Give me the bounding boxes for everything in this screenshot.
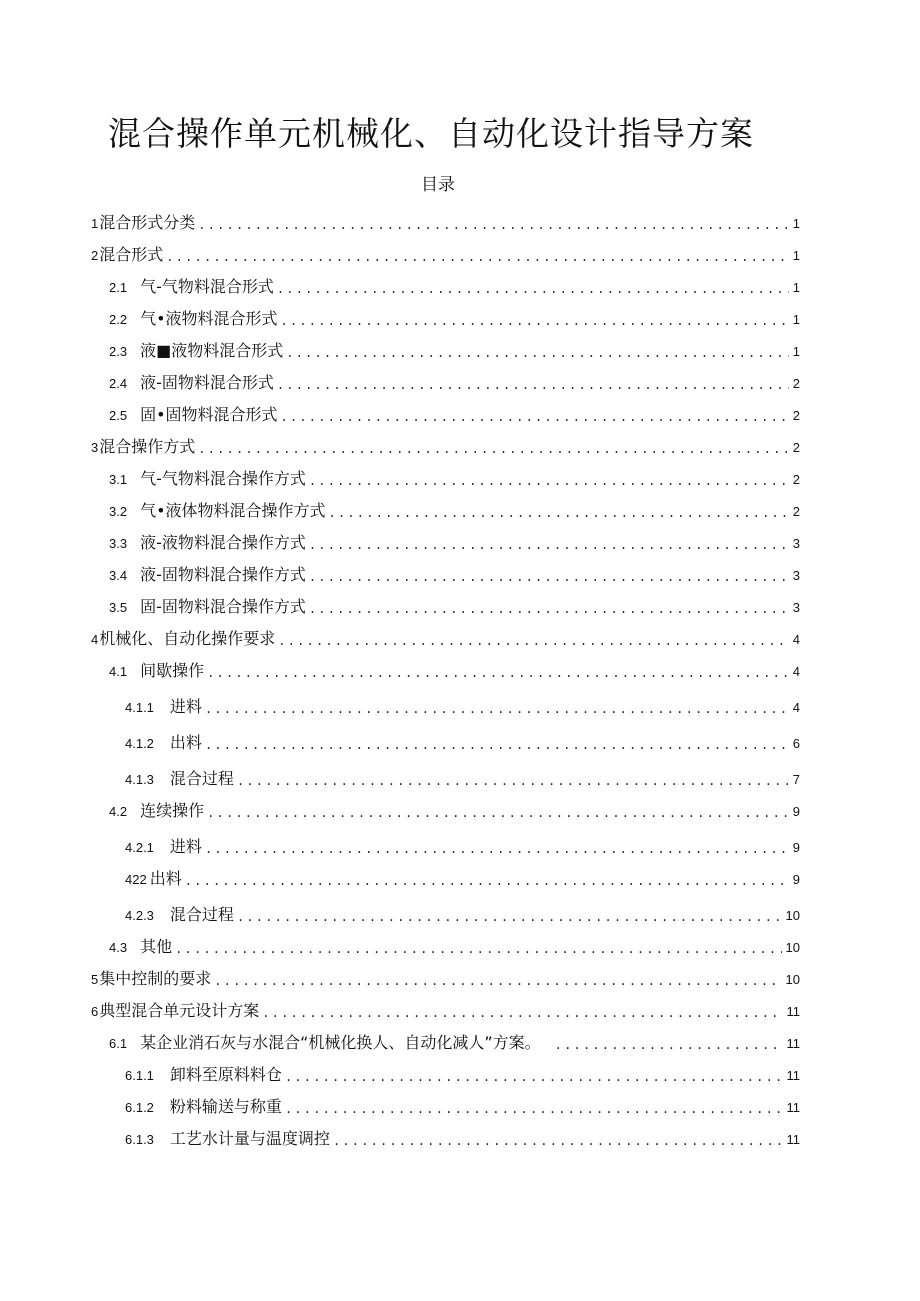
toc-entry-page: 2	[792, 472, 800, 487]
toc-entry-title: 出料	[149, 869, 182, 888]
toc-entry-title: 气•液体物料混合操作方式	[140, 501, 326, 520]
toc-dot-leader	[207, 804, 789, 822]
toc-entry-title: 气-气物料混合形式	[140, 277, 274, 296]
toc-entry-page: 2	[792, 440, 800, 455]
toc-entry-number: 2.1	[109, 280, 128, 295]
toc-entry-title: 进料	[169, 837, 202, 856]
toc-entry-page: 4	[792, 632, 800, 647]
toc-entry-page: 11	[786, 1004, 800, 1019]
toc-dot-leader	[185, 872, 789, 890]
toc-entry-number: 2.4	[109, 376, 128, 391]
toc-entry[interactable]	[91, 966, 800, 990]
toc-entry-title: 固-固物料混合操作方式	[140, 597, 306, 616]
toc-dot-leader	[205, 736, 789, 754]
toc-entry-page: 10	[785, 940, 800, 955]
toc-dot-leader	[277, 376, 789, 394]
toc-dot-leader	[285, 1100, 783, 1118]
toc-entry-number: 6.1	[109, 1036, 128, 1051]
toc-dot-leader	[166, 248, 789, 266]
toc-entry-page: 3	[792, 568, 800, 583]
toc-dot-leader	[207, 664, 789, 682]
toc-entry-title: 液-固物料混合操作方式	[140, 565, 306, 584]
toc-entry-number: 6.1.1	[125, 1068, 154, 1083]
toc-dot-leader	[286, 344, 789, 362]
toc-entry[interactable]	[91, 210, 800, 234]
toc-entry-page: 9	[792, 872, 800, 887]
toc-entry[interactable]	[125, 902, 800, 926]
toc-dot-leader	[309, 472, 789, 490]
toc-entry-number: 3.4	[109, 568, 128, 583]
toc-entry-page: 10	[785, 972, 800, 987]
toc-entry-page: 1	[792, 280, 800, 295]
toc-dot-leader	[237, 908, 782, 926]
toc-heading: 目录	[421, 175, 455, 195]
toc-entry-number: 2.5	[109, 408, 128, 423]
toc-entry[interactable]	[91, 242, 800, 266]
toc-entry[interactable]	[109, 530, 800, 554]
toc-entry-number: 3.5	[109, 600, 128, 615]
toc-entry-number: 4.1.1	[125, 700, 154, 715]
toc-entry-title: 出料	[169, 733, 202, 752]
toc-entry[interactable]	[109, 562, 800, 586]
toc-entry-title: 混合过程	[169, 905, 234, 924]
toc-entry-page: 3	[792, 536, 800, 551]
toc-dot-leader	[285, 1068, 783, 1086]
toc-entry-number: 3.2	[109, 504, 128, 519]
toc-entry[interactable]	[125, 1062, 800, 1086]
toc-entry-title: 混合操作方式	[99, 437, 196, 456]
toc-dot-leader	[262, 1004, 782, 1022]
toc-entry-page: 11	[786, 1036, 800, 1051]
toc-entry[interactable]	[125, 1126, 800, 1150]
toc-dot-leader	[281, 408, 789, 426]
toc-entry[interactable]	[109, 370, 800, 394]
toc-entry-title: 连续操作	[140, 801, 205, 820]
toc-dot-leader	[281, 312, 789, 330]
toc-entry-page: 1	[792, 216, 800, 231]
toc-entry[interactable]	[125, 730, 800, 754]
toc-entry-title: 气-气物料混合操作方式	[140, 469, 306, 488]
toc-entry[interactable]	[109, 306, 800, 330]
toc-entry[interactable]	[109, 798, 800, 822]
toc-entry-title: 混合形式	[99, 245, 164, 264]
toc-entry-page: 4	[792, 664, 800, 679]
toc-entry-title: 典型混合单元设计方案	[99, 1001, 260, 1020]
toc-entry-title: 粉料输送与称重	[169, 1097, 282, 1116]
toc-entry-title: 进料	[169, 697, 202, 716]
toc-entry-page: 2	[792, 408, 800, 423]
toc-entry-title: 间歇操作	[140, 661, 205, 680]
toc-entry[interactable]	[91, 434, 800, 458]
toc-entry-page: 1	[792, 312, 800, 327]
toc-entry-page: 9	[792, 804, 800, 819]
toc-entry-number: 4.2.1	[125, 840, 154, 855]
toc-entry[interactable]	[109, 934, 800, 958]
toc-entry-page: 2	[792, 504, 800, 519]
toc-entry[interactable]	[91, 626, 800, 650]
document-title: 混合操作单元机械化、自动化设计指导方案	[108, 114, 754, 153]
toc-entry-number: 422	[125, 872, 147, 887]
toc-entry-number: 4.1.2	[125, 736, 154, 751]
toc-dot-leader	[329, 504, 789, 522]
toc-entry-title: 其他	[140, 937, 173, 956]
toc-entry-number: 4.2	[109, 804, 128, 819]
toc-entry-page: 11	[786, 1068, 800, 1083]
toc-dot-leader	[198, 216, 789, 234]
toc-entry-page: 7	[792, 772, 800, 787]
toc-dot-leader	[278, 632, 789, 650]
toc-entry[interactable]	[125, 694, 800, 718]
toc-entry[interactable]	[125, 1094, 800, 1118]
toc-dot-leader	[555, 1036, 783, 1054]
toc-dot-leader	[205, 840, 789, 858]
toc-dot-leader	[175, 940, 781, 958]
toc-entry-page: 4	[792, 700, 800, 715]
toc-entry[interactable]	[109, 402, 800, 426]
toc-dot-leader	[309, 600, 789, 618]
toc-entry-number: 6.1.3	[125, 1132, 154, 1147]
toc-entry[interactable]	[109, 274, 800, 298]
toc-entry-title: 液-固物料混合形式	[140, 373, 274, 392]
toc-dot-leader	[309, 536, 789, 554]
toc-entry-number: 4.2.3	[125, 908, 154, 923]
toc-entry-page: 2	[792, 376, 800, 391]
toc-entry[interactable]	[109, 338, 800, 362]
toc-entry-number: 5	[91, 972, 99, 987]
toc-entry-title: 机械化、自动化操作要求	[99, 629, 276, 648]
toc-entry-title: 液-液物料混合操作方式	[140, 533, 306, 552]
toc-entry-title: 某企业消石灰与水混合“机械化换人、自动化减人”方案。	[140, 1033, 541, 1052]
toc-entry[interactable]	[125, 766, 800, 790]
toc-entry-title: 集中控制的要求	[99, 969, 212, 988]
toc-entry-number: 2	[91, 248, 99, 263]
toc-entry-number: 6.1.2	[125, 1100, 154, 1115]
toc-entry-title: 卸料至原料料仓	[169, 1065, 282, 1084]
toc-entry-page: 1	[792, 344, 800, 359]
toc-entry[interactable]	[109, 498, 800, 522]
toc-entry-page: 10	[785, 908, 800, 923]
toc-dot-leader	[309, 568, 789, 586]
toc-entry-page: 11	[786, 1100, 800, 1115]
toc-entry-number: 6	[91, 1004, 99, 1019]
toc-entry[interactable]	[109, 594, 800, 618]
toc-entry[interactable]	[125, 834, 800, 858]
toc-entry-number: 4	[91, 632, 99, 647]
toc-entry-number: 4.1	[109, 664, 128, 679]
toc-entry[interactable]	[109, 658, 800, 682]
toc-entry[interactable]	[125, 866, 800, 890]
toc-entry-title: 气•液物料混合形式	[140, 309, 278, 328]
toc-entry-number: 3.1	[109, 472, 128, 487]
toc-dot-leader	[205, 700, 789, 718]
toc-entry-title: 工艺水计量与温度调控	[169, 1129, 330, 1148]
toc-entry-page: 6	[792, 736, 800, 751]
toc-entry-number: 1	[91, 216, 99, 231]
toc-dot-leader	[333, 1132, 783, 1150]
toc-entry-number: 4.1.3	[125, 772, 154, 787]
toc-dot-leader	[277, 280, 789, 298]
toc-entry-number: 3	[91, 440, 99, 455]
toc-dot-leader	[237, 772, 789, 790]
toc-entry[interactable]	[91, 998, 800, 1022]
toc-entry-number: 3.3	[109, 536, 128, 551]
toc-entry-page: 11	[786, 1132, 800, 1147]
toc-entry-page: 9	[792, 840, 800, 855]
toc-dot-leader	[198, 440, 789, 458]
toc-entry-title: 液■液物料混合形式	[140, 341, 284, 360]
toc-entry[interactable]	[109, 1030, 800, 1054]
toc-entry-title: 混合形式分类	[99, 213, 196, 232]
toc-entry-page: 1	[792, 248, 800, 263]
toc-entry-title: 混合过程	[169, 769, 234, 788]
toc-dot-leader	[214, 972, 781, 990]
toc-entry-title: 固•固物料混合形式	[140, 405, 278, 424]
toc-entry-number: 4.3	[109, 940, 128, 955]
toc-entry-number: 2.3	[109, 344, 128, 359]
toc-entry-number: 2.2	[109, 312, 128, 327]
toc-entry-page: 3	[792, 600, 800, 615]
toc-entry[interactable]	[109, 466, 800, 490]
